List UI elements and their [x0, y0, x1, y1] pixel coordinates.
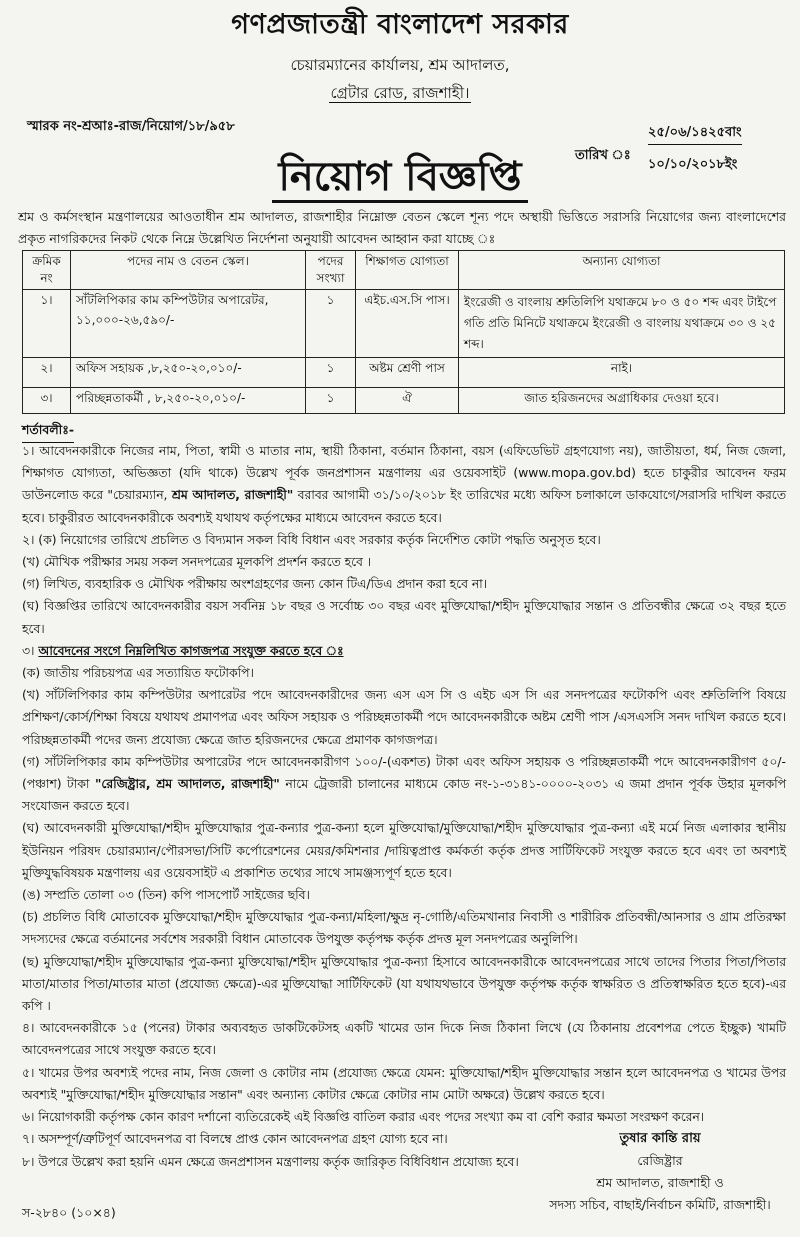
- term-2d: (ঘ) বিজ্ঞপ্তির তারিখে আবেদনকারীর বয়স সর্বনিম্ন ১৮ বছর ও সর্বোচ্চ ৩০ বছর এবং মুক্তিযোদ্ধা/শহীদ মুক্তিযোদ্ধার সন্তান ও প্রতিবন্ধীর ক্ষেত্রে ৩২ বছর হতে হবে।: [22, 599, 786, 636]
- term-7: ৭। অসম্পূর্ণ/ত্রুটিপূর্ণ আবেদনপত্র বা বিলম্বে প্রাপ্ত কোন আবেদনপত্র গ্রহণ যোগ্য হবে না।: [22, 1132, 448, 1147]
- term-3-text: আবেদনের সংগে নিম্নলিখিত কাগজপত্র সংযুক্ত করতে হবে ঃ: [38, 643, 344, 658]
- cell-other: জাত হরিজনদের অগ্রাধিকার দেওয়া হবে।: [459, 388, 785, 414]
- terms-heading: শর্তাবলীঃ-: [22, 422, 74, 443]
- term-2b: (খ) মৌখিক পরীক্ষার সময় সকল সনদপত্রের মূলকপি প্রদর্শন করতে হবে ।: [22, 555, 372, 570]
- cell-serial: ২।: [23, 358, 71, 388]
- signatory-designation: রেজিষ্ট্রার: [637, 1153, 683, 1168]
- term-1: [22, 440, 786, 529]
- term-1-bold: শ্রম আদালত, রাজশাহী": [171, 488, 294, 503]
- table-row: [23, 358, 785, 388]
- cell-count: ১: [306, 388, 356, 414]
- signatory-office: শ্রম আদালত, রাজশাহী ও: [596, 1175, 724, 1190]
- cell-other: ইংরেজী ও বাংলায় শ্রুতিলিপি যথাক্রমে ৮০ ও ৫০ শব্দ এবং টাইপে গতি প্রতি মিনিটে যথাক্রমে ইংরেজী ও বাংলায় যথাক্রমে ৩০ ও ২৫ শব্দ।: [459, 290, 785, 358]
- header-count: পদের সংখ্যা: [306, 251, 356, 290]
- header-serial: ক্রমিক নং: [23, 251, 71, 290]
- government-title: গণপ্রজাতন্ত্রী বাংলাদেশ সরকার: [231, 9, 569, 40]
- term-4: ৪। আবেদনকারীকে ১৫ (পনের) টাকার অব্যবহৃত ডাকটিকেটসহ একটি খামের ডান দিকে নিজ ঠিকানা লিখে (যে ঠিকানায় প্রবেশপত্র পেতে ইচ্ছুক) খামটি আবেদনপত্রের সাথে সংযুক্ত করতে হবে।: [22, 1021, 786, 1058]
- term-3: [22, 640, 786, 662]
- table-header-row: [23, 251, 785, 290]
- cell-education: ঐ: [356, 388, 459, 414]
- term-6: ৬। নিয়োগকারী কর্তৃপক্ষ কোন কারণ দর্শানো ব্যতিরেকেই এই বিজ্ঞপ্তি বাতিল করার এবং পদের সংখ্যা কম বা বেশি করার ক্ষমতা সংরক্ষণ করেন।: [22, 1110, 705, 1125]
- term-1-text: ১। আবেদনকারীকে নিজের নাম, পিতা, স্বামী ও মাতার নাম, স্থায়ী ঠিকানা, বর্তমান ঠিকানা, বয়স (এফিডেভিট গ্রহণযোগ্য নয়), জাতীয়তা, ধর্ম, নিজ জেলা, শিক্ষাগত যোগ্যতা, অভিজ্ঞতা (যদি থাকে) উল্লেখ পূর্বক জনপ্রশাসন মন্ত্রণালয় এর ওয়েবসাইট (www.mopa.gov.bd) হতে চাকুরীর আবেদন ফরম ডাউনলোড করে "চেয়ারম্যান,: [22, 444, 786, 503]
- term-3b: (খ) সাঁটলিপিকার কাম কম্পিউটার অপারেটর পদে আবেদনকারীদের জন্য এস এস সি ও এইচ এস সি এর সনদপত্রের ফটোকপি এবং শ্রুতিলিপি বিষয়ে প্রশিক্ষণ/কোর্স/শিক্ষা বিষয়ে যথাযথ প্রমাণপত্র এবং অফিস সহায়ক ও পরিচ্ছন্নতাকর্মী পদে আবেদনকারীকে অষ্টম শ্রেণী পাস /এসএসসি সনদ দাখিল করতে হবে। পরিচ্ছন্নতাকর্মী পদের জন্য প্রযোজ্য ক্ষেত্রে জাত হরিজনদের ক্ষেত্রে প্রমাণক কাগজপত্র।: [22, 688, 786, 747]
- term-3d: (ঘ) আবেদনকারী মুক্তিযোদ্ধা/শহীদ মুক্তিযোদ্ধার পুত্র-কন্যার পুত্র-কন্যা হলে মুক্তিযোদ্ধা/মুক্তিযোদ্ধা/শহীদ মুক্তিযোদ্ধার পুত্র-কন্যা এই মর্মে নিজ এলাকার স্থানীয় ইউনিয়ন পরিষদ চেয়ারম্যান/পৌরসভা/সিটি কর্পোরেশনের মেয়র/কমিশনার /দায়িত্বপ্রাপ্ত কর্মকর্তা কর্তৃক প্রদত্ত সার্টিফিকেট সংযুক্ত করতে হবে এবং তা অবশ্যই মুক্তিযুদ্ধবিষয়ক মন্ত্রণালয় এর ওয়েবসাইট এ প্রকাশিত তথ্যের সাথে সামঞ্জস্যপূর্ণ হতে হবে।: [22, 821, 786, 880]
- term-3f: (চ) প্রচলিত বিধি মোতাবেক মুক্তিযোদ্ধা/শহীদ মুক্তিযোদ্ধার পুত্র-কন্যা/মহিলা/ক্ষুদ্র নৃ-গোষ্ঠি/এতিমখানার নিবাসী ও শারীরিক প্রতিবন্ধী/আনসার ও গ্রাম প্রতিরক্ষা সদস্যদের ক্ষেত্রে বর্তমানের সর্বশেষ সরকারী বিধান মোতাবেক উপযুক্ত কর্তৃপক্ষ কর্তৃক প্রদত্ত মূল সনদপত্রের অনুলিপি।: [22, 910, 786, 947]
- term-3c-text: (গ) সাঁটলিপিকার কাম কম্পিউটার অপারেটর পদে আবেদনকারীগণ ১০০/-(একশত) টাকা এবং অফিস সহায়ক ও পরিচ্ছন্নতাকর্মী পদে আবেদনকারীগণ ৫০/-(পঞ্চাশ) টাকা: [22, 754, 786, 792]
- intro-paragraph: শ্রম ও কর্মসংস্থান মন্ত্রণালয়ের আওতাধীন শ্রম আদালত, রাজশাহীর নিম্নোক্ত বেতন স্কেলে শূন্য পদে অস্থায়ী ভিত্তিতে সরাসরি নিয়োগের জন্য বাংলাদেশের প্রকৃত নাগরিকদের নিকট থেকে নিম্নে উল্লেখিত নির্দেশনা অনুযায়ী আবেদন আহ্বান করা যাচ্ছে ঃ: [18, 209, 786, 246]
- vacancy-table: [22, 250, 785, 414]
- term-8: ৮। উপরে উল্লেখ করা হয়নি এমন ক্ষেত্রে জনপ্রশাসন মন্ত্রণালয় কর্তৃক জারিকৃত বিধিবিধান প্রযোজ্য হবে।: [22, 1154, 519, 1169]
- term-3c-end: নামে ট্রেজারী চালানের মাধ্যমে কোড নং-১-৩১৪১-০০০০-২০৩১ এ জমা প্রদান পূর্বক উহার মূলকপি সংযোজন করতে হবে।: [22, 777, 786, 814]
- address-text: গ্রেটার রোড, রাজশাহী।: [330, 84, 470, 102]
- term-3g: (ছ) মুক্তিযোদ্ধা/শহীদ মুক্তিযোদ্ধার পুত্র-কন্যা মুক্তিযোদ্ধা/শহীদ মুক্তিযোদ্ধার পুত্র-কন্যা হিসাবে আবেদনকারীকে আবেদনপত্রের সাথে তাদের পিতার পিতা/পিতার মাতা/মাতার পিতা/মাতার মাতা (প্রযোজ্য ক্ষেত্রে)-এর মুক্তিযোদ্ধা সার্টিফিকেট (যা যথাযথভাবে উপযুক্ত কর্তৃপক্ষ কর্তৃক স্বাক্ষরিত ও প্রতিস্বাক্ষরিত হতে হবে)-এর কপি ।: [22, 954, 786, 1014]
- date-english: ১০/১০/২০১৮ইং: [648, 157, 738, 172]
- term-5: ৫। খামের উপর অবশ্যই পদের নাম, নিজ জেলা ও কোটার নাম (প্রযোজ্য ক্ষেত্রে যেমন: মুক্তিযোদ্ধা/শহীদ মুক্তিযোদ্ধার সন্তান হলে আবেদনপত্র ও খামের উপর অবশ্যই "মুক্তিযোদ্ধা/শহীদ মুক্তিযোদ্ধার সন্তান" এবং অন্যান্য কোটার ক্ষেত্রে কোটার নাম মোটা অক্ষরে) উল্লেখ করতে হবে।: [22, 1065, 786, 1102]
- cell-education: এইচ.এস.সি পাস।: [356, 290, 459, 358]
- memo-number: স্মারক নং-শ্রআঃ-রাজ/নিয়োগ/১৮/৯৫৮: [27, 119, 235, 134]
- term-2c: (গ) লিখিত, ব্যবহারিক ও মৌখিক পরীক্ষায় অংশগ্রহণের জন্য কোন টিএ/ডিএ প্রদান করা হবে না।: [22, 577, 488, 592]
- header-education: শিক্ষাগত যোগ্যতা: [356, 251, 459, 290]
- footer-code: স-২৮৪০ (১০×৪): [22, 1205, 116, 1220]
- term-3c: [22, 751, 786, 818]
- notice-title-text: নিয়োগ বিজ্ঞপ্তি: [272, 153, 527, 203]
- cell-post: সাঁটলিপিকার কাম কম্পিউটার অপারেটর, ১১,০০০-২৬,৫৯০/-: [71, 290, 306, 358]
- date-label: তারিখ ঃ: [575, 148, 631, 163]
- signatory-name: তুষার কান্তি রায়: [619, 1131, 701, 1146]
- header-post: পদের নাম ও বেতন স্কেল।: [71, 251, 306, 290]
- signature-block: [520, 1128, 800, 1216]
- term-3e: (ঙ) সম্প্রতি তোলা ০৩ (তিন) কপি পাসপোর্ট সাইজের ছবি।: [22, 888, 310, 903]
- cell-serial: ৩।: [23, 388, 71, 414]
- cell-post: অফিস সহায়ক ,৮,২৫০-২০,০১০/-: [71, 358, 306, 388]
- term-2a: ২। (ক) নিয়োগের তারিখে প্রচলিত ও বিদ্যমান সকল বিধি বিধান এবং সরকার কর্তৃক নির্দেশিত কোটা পদ্ধতি অনুসৃত হবে।: [22, 532, 601, 547]
- cell-count: ১: [306, 290, 356, 358]
- cell-education: অষ্টম শ্রেণী পাস: [356, 358, 459, 388]
- term-3-prefix: ৩।: [22, 643, 35, 658]
- header-other: অন্যান্য যোগ্যতা: [459, 251, 785, 290]
- cell-other: নাই।: [459, 358, 785, 388]
- term-3c-bold: "রেজিষ্ট্রার, শ্রম আদালত, রাজশাহী": [94, 777, 280, 792]
- cell-count: ১: [306, 358, 356, 388]
- term-3a: (ক) জাতীয় পরিচয়পত্র এর সত্যায়িত ফটোকপি।: [22, 666, 254, 681]
- office-address: [0, 82, 800, 107]
- table-row: [23, 388, 785, 414]
- table-row: [23, 290, 785, 358]
- office-name: চেয়ারম্যানের কার্যালয়, শ্রম আদালত,: [290, 56, 510, 74]
- term-1-end: বরাবর আগামী ৩১/১০/২০১৮ ইং তারিখের মধ্যে অফিস চলাকালে ডাকযোগে/সরাসরি দাখিল করতে হবে। চাকুরীরত আবেদনকারীকে অবশ্যই যথাযথ কর্তৃপক্ষের মাধ্যমে আবেদন করতে হবে।: [22, 488, 786, 525]
- cell-post: পরিচ্ছন্নতাকর্মী , ৮,২৫০-২০,০১০/-: [71, 388, 306, 414]
- terms-list: [22, 440, 786, 1173]
- cell-serial: ১।: [23, 290, 71, 358]
- date-bengali: ২৫/০৬/১৪২৫বাং: [648, 123, 742, 145]
- notice-title: [0, 145, 800, 212]
- signatory-committee: সদস্য সচিব, বাছাই/নির্বাচন কমিটি, রাজশাহী।: [549, 1197, 771, 1212]
